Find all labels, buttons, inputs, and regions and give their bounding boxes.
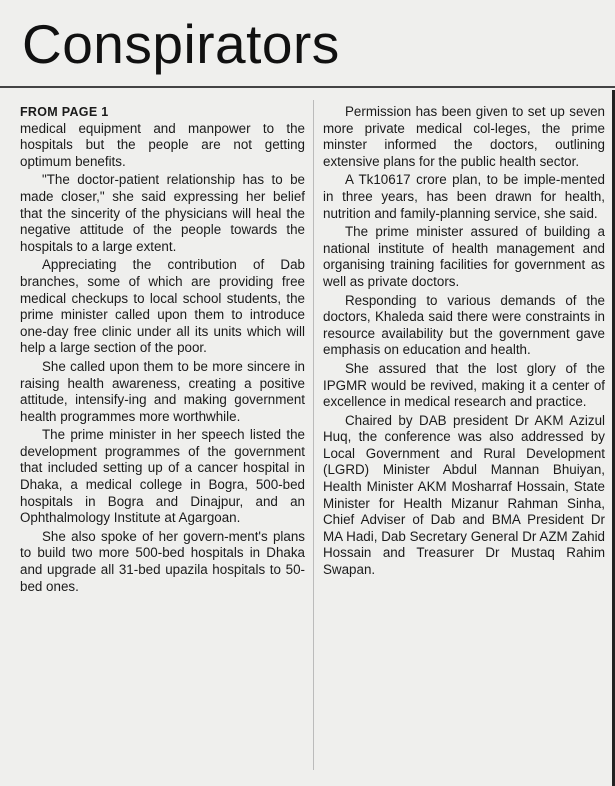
paragraph: The prime minister in her speech listed the development programmes of the government that included setting up of a cancer hospital in Dhaka, a medical college in Bogra, 500-bed hospitals in Bogra and Dinajpur, and an Ophthalmology Institute at Agargoan. — [20, 427, 305, 526]
paragraph: medical equipment and manpower to the hospitals but the people are not getting optimum benefits. — [20, 120, 305, 169]
paragraph: Appreciating the contribution of Dab branches, some of which are providing free medical checkups to local school students, the prime minister called upon them to introduce one-day free clinic under all its units which will help a large section of the poor. — [20, 257, 305, 356]
headline: Conspirators — [22, 13, 340, 75]
paragraph: "The doctor-patient relationship has to be made closer," she said expressing her belief that the sincerity of the physicians will heal the negative attitude of the people towards the hospitals to a large extent. — [20, 172, 305, 254]
paragraph: The prime minister assured of building a national institute of health management and organising training facilities for government as well as private doctors. — [323, 224, 605, 289]
paragraph: Permission has been given to set up seven more private medical col-leges, the prime minster informed the doctors, outlining extensive plans for the public health sector. — [323, 104, 605, 169]
paragraph: She called upon them to be more sincere in raising health awareness, creating a positive attitude, intensify-ing and making government health programmes more worthwhile. — [20, 358, 305, 424]
headline-rule — [0, 86, 615, 88]
column-divider — [313, 100, 314, 770]
paragraph: She assured that the lost glory of the IPGMR would be revived, making it a center of excellence in medical research and practice. — [323, 360, 605, 410]
continuation-kicker: FROM PAGE 1 — [20, 105, 109, 119]
paragraph: Responding to various demands of the doctors, Khaleda said there were constraints in resource availability but the government gave emphasis on education and health. — [323, 292, 605, 358]
paragraph: Chaired by DAB president Dr AKM Azizul Huq, the conference was also addressed by Local Government and Rural Development (LGRD) Minister Abdul Mannan Bhuiyan, Health Minister AKM Mosharraf Hossain, State Minister for Health Mizanur Rahman Sinha, Chief Adviser of Dab and BMA President Dr MA Hadi, Dab Secretary General Dr AZM Zahid Hossain and Treasurer Dr Mustaq Rahim Swapan. — [323, 412, 605, 578]
right-column — [323, 104, 605, 581]
paragraph: A Tk10617 crore plan, to be imple-mented in three years, has been drawn for health, nutrition and family-planning service, she said. — [323, 172, 605, 221]
paragraph: She also spoke of her govern-ment's plans to build two more 500-bed hospitals in Dhaka and upgrade all 31-bed upazila hospitals to 50-bed ones. — [20, 528, 305, 594]
left-column — [20, 104, 305, 597]
